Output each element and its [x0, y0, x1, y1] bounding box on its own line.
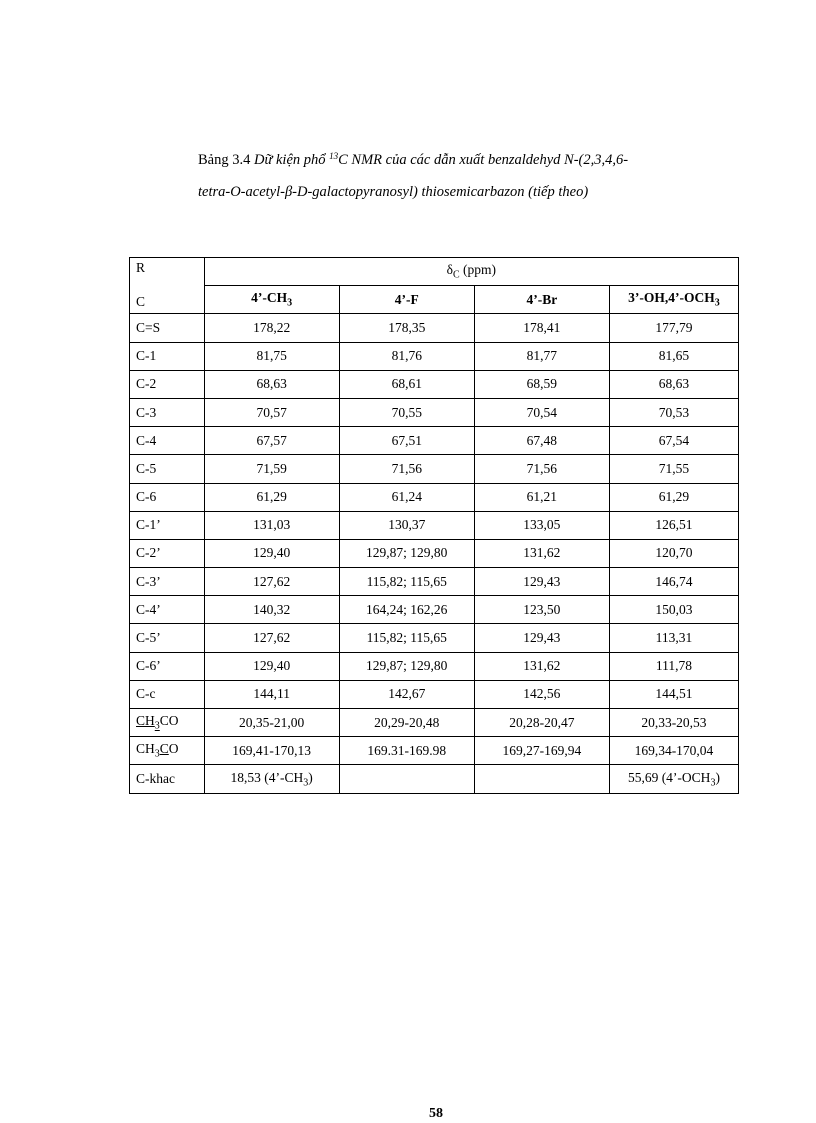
table-cell: 68,61: [339, 370, 474, 398]
table-cell: 70,53: [609, 398, 738, 426]
caption-line-1: Bảng 3.4 Dữ kiện phổ $^{13}$C NMR của các dẫn xuất benzaldehyd N-(2,3,4,6-: [198, 151, 629, 168]
table-cell: 55,69 $(4’-OCH_3)$: [609, 765, 738, 793]
corner-bottom-label: C: [136, 294, 146, 309]
row-label: C-1’: [130, 511, 205, 539]
table-row: [130, 314, 739, 342]
table-cell: 67,51: [339, 427, 474, 455]
column-header: $4’-CH_3$: [204, 286, 339, 314]
table-cell: 140,32: [204, 596, 339, 624]
caption-line-2: tetra-O-acetyl-β-D-galactopyranosyl) thiosemicarbazon (tiếp theo): [198, 184, 589, 200]
table-cell: 115,82; 115,65: [339, 624, 474, 652]
table-row: [130, 398, 739, 426]
table-cell: 61,21: [474, 483, 609, 511]
table-cell: 129,87; 129,80: [339, 652, 474, 680]
table-cell: 164,24; 162,26: [339, 596, 474, 624]
table-cell: 67,57: [204, 427, 339, 455]
row-label: C-6’: [130, 652, 205, 680]
row-label: C-4: [130, 427, 205, 455]
table-cell: 127,62: [204, 624, 339, 652]
table-cell: 71,56: [339, 455, 474, 483]
table-cell: 113,31: [609, 624, 738, 652]
table-cell: 71,56: [474, 455, 609, 483]
nmr-table: [129, 257, 739, 794]
row-label: C-5: [130, 455, 205, 483]
table-cell: 169,41-170,13: [204, 737, 339, 765]
row-label: C-2’: [130, 539, 205, 567]
table-cell: 20,35-21,00: [204, 709, 339, 737]
chemical-shift-header: $\delta_C$ (ppm): [204, 258, 738, 286]
table-cell: 131,62: [474, 652, 609, 680]
table-cell: 169,27-169,94: [474, 737, 609, 765]
table-cell: 81,77: [474, 342, 609, 370]
column-header: 4’-F: [339, 286, 474, 314]
table-row: [130, 765, 739, 793]
table-row: [130, 370, 739, 398]
table-cell: 131,03: [204, 511, 339, 539]
row-label: $CH_3CO$: [130, 709, 205, 737]
table-cell: 61,29: [204, 483, 339, 511]
table-cell: 68,63: [204, 370, 339, 398]
table-cell-empty: [339, 765, 474, 793]
table-cell: 71,55: [609, 455, 738, 483]
table-row: [130, 652, 739, 680]
table-cell: 142,56: [474, 680, 609, 708]
table-cell: 111,78: [609, 652, 738, 680]
table-row: [130, 568, 739, 596]
table-cell: 178,35: [339, 314, 474, 342]
row-label: C-c: [130, 680, 205, 708]
table-cell: 169.31-169.98: [339, 737, 474, 765]
table-cell: 131,62: [474, 539, 609, 567]
table-cell: 177,79: [609, 314, 738, 342]
row-label: C-1: [130, 342, 205, 370]
table-cell: 68,63: [609, 370, 738, 398]
corner-top-label: R: [136, 260, 146, 275]
table-cell: 67,48: [474, 427, 609, 455]
row-label: C-3’: [130, 568, 205, 596]
table-cell: 70,55: [339, 398, 474, 426]
table-row: [130, 737, 739, 765]
table-cell: 142,67: [339, 680, 474, 708]
table-cell: 129,43: [474, 624, 609, 652]
table-row: [130, 483, 739, 511]
table-cell: 67,54: [609, 427, 738, 455]
row-label: C=S: [130, 314, 205, 342]
table-cell: 129,43: [474, 568, 609, 596]
table-cell: 18,53 $(4’-CH_3)$: [204, 765, 339, 793]
row-label: $CH_3CO$: [130, 737, 205, 765]
table-cell: 129,40: [204, 652, 339, 680]
table-cell: 115,82; 115,65: [339, 568, 474, 596]
table-cell: 70,54: [474, 398, 609, 426]
table-row: [130, 624, 739, 652]
table-cell: 178,22: [204, 314, 339, 342]
table-cell: 150,03: [609, 596, 738, 624]
table-cell: 129,40: [204, 539, 339, 567]
table-cell: 81,65: [609, 342, 738, 370]
table-cell: 68,59: [474, 370, 609, 398]
table-cell: 144,51: [609, 680, 738, 708]
table-cell: 146,74: [609, 568, 738, 596]
column-header: 4’-Br: [474, 286, 609, 314]
row-label: C-3: [130, 398, 205, 426]
table-row: [130, 539, 739, 567]
table-cell: 61,29: [609, 483, 738, 511]
corner-cell: [130, 258, 205, 314]
table-row: [130, 455, 739, 483]
table-cell: 127,62: [204, 568, 339, 596]
row-label: C-2: [130, 370, 205, 398]
row-label: C-khac: [130, 765, 205, 793]
table-cell: 123,50: [474, 596, 609, 624]
table-cell: 133,05: [474, 511, 609, 539]
page-number: 58: [429, 1106, 443, 1121]
table-row: [130, 427, 739, 455]
column-header: $3’-OH,4’-OCH_3$: [609, 286, 738, 314]
table-cell: 129,87; 129,80: [339, 539, 474, 567]
row-label: C-6: [130, 483, 205, 511]
row-label: C-4’: [130, 596, 205, 624]
table-cell: 20,33-20,53: [609, 709, 738, 737]
table-cell: 70,57: [204, 398, 339, 426]
table-row: [130, 709, 739, 737]
table-cell: 81,76: [339, 342, 474, 370]
table-cell: 81,75: [204, 342, 339, 370]
table-cell: 169,34-170,04: [609, 737, 738, 765]
table-cell: 61,24: [339, 483, 474, 511]
table-caption: [198, 144, 758, 208]
table-row: [130, 511, 739, 539]
table-cell: 126,51: [609, 511, 738, 539]
table-cell: 20,28-20,47: [474, 709, 609, 737]
table-cell: 130,37: [339, 511, 474, 539]
table-cell: 120,70: [609, 539, 738, 567]
table-row: [130, 596, 739, 624]
table-cell: 71,59: [204, 455, 339, 483]
table-cell: 144,11: [204, 680, 339, 708]
header-row-2: [130, 286, 739, 314]
table-cell: 20,29-20,48: [339, 709, 474, 737]
table-row: [130, 680, 739, 708]
header-row-1: [130, 258, 739, 286]
row-label: C-5’: [130, 624, 205, 652]
table-cell-empty: [474, 765, 609, 793]
table-cell: 178,41: [474, 314, 609, 342]
table-row: [130, 342, 739, 370]
